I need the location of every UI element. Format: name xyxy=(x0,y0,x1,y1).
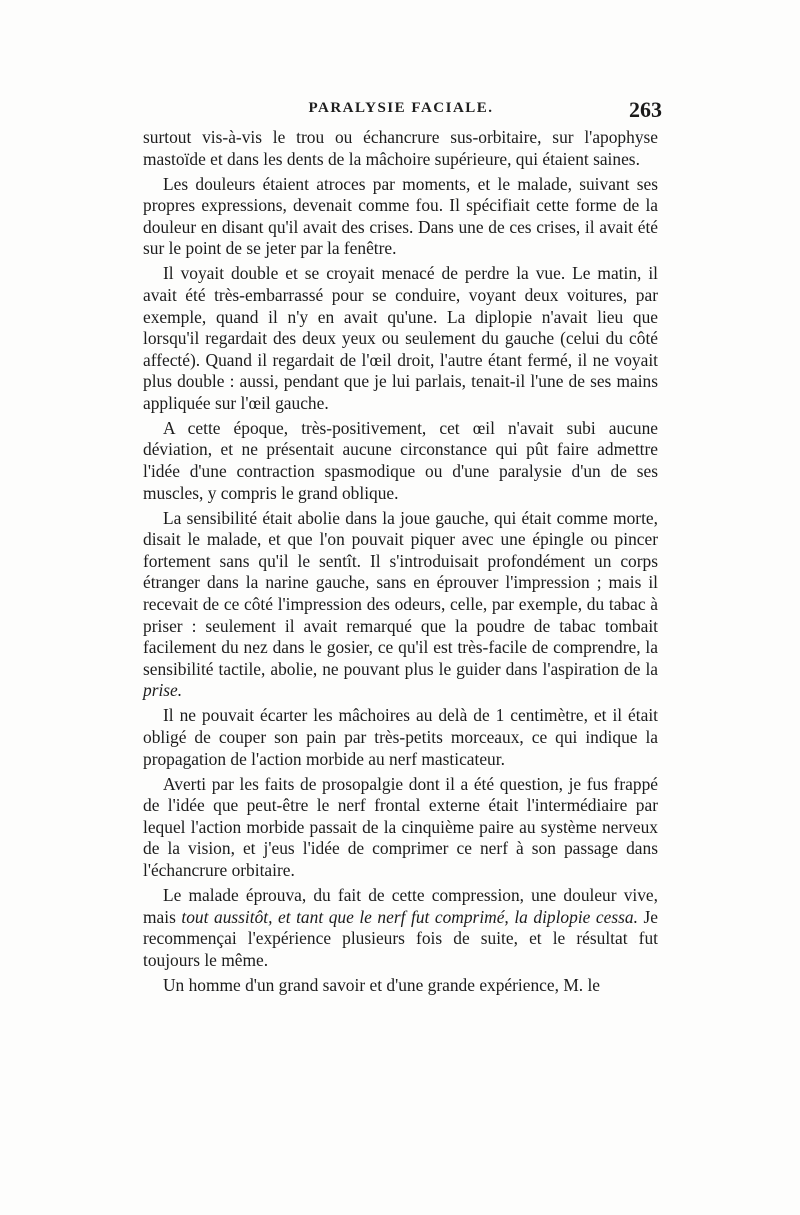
paragraph-text: surtout vis-à-vis le trou ou échancrure sus-orbitaire, sur l'apophyse mastoïde et dans les dents de la mâchoire supérieure, qui étaient saines. xyxy=(143,127,658,169)
paragraph-text: Les douleurs étaient atroces par moments, et le malade, suivant ses propres expressions, devenait comme fou. Il spécifiait cette forme de la douleur en disant qu'il avait des crises. Dans une de ces crises, il avait été sur le point de se jeter par la fenêtre. xyxy=(143,173,658,259)
text-body xyxy=(143,127,658,1000)
paragraph-compression xyxy=(143,885,658,971)
paragraph-continuation xyxy=(143,127,658,170)
italic-text: tout aussitôt, et tant que le nerf fut comprimé, la diplopie cessa. xyxy=(181,906,638,927)
paragraph-text: A cette époque, très-positivement, cet œil n'avait subi aucune déviation, et ne présentait aucune circonstance qui pût faire admettre l'idée d'une contraction spasmodique ou d'une paralysie d'un de ses muscles, y compris le grand oblique. xyxy=(143,417,658,503)
paragraph-epoque xyxy=(143,418,658,504)
page-header xyxy=(140,97,662,124)
running-title: PARALYSIE FACIALE. xyxy=(308,100,494,116)
paragraph-diplopie xyxy=(143,263,658,414)
paragraph-text: Un homme d'un grand savoir et d'une grande expérience, M. le xyxy=(163,974,601,995)
page-number: 263 xyxy=(629,97,662,122)
paragraph-homme xyxy=(143,975,658,997)
paragraph-text: Averti par les faits de prosopalgie dont il a été question, je fus frappé de l'idée que peut-être le nerf frontal externe était l'intermédiaire par lequel l'action morbide passait de la cinquième paire au système nerveux de la vision, et j'eus l'idée de comprimer ce nerf à son passage dans l'échancrure orbitaire. xyxy=(143,773,658,880)
paragraph-douleurs xyxy=(143,174,658,260)
paragraph-text: Il voyait double et se croyait menacé de perdre la vue. Le matin, il avait été très-embarrassé pour se conduire, voyant deux voitures, par exemple, quand il n'y en avait qu'une. La diplopie n'avait lieu que lorsqu'il regardait des deux yeux ou seulement du gauche (celui du côté affecté). Quand il regardait de l'œil droit, l'autre étant fermé, il ne voyait plus double : aussi, pendant que je lui parlais, tenait-il l'une de ses mains appliquée sur l'œil gauche. xyxy=(143,263,658,413)
italic-text: prise. xyxy=(143,680,183,701)
paragraph-sensibilite xyxy=(143,508,658,702)
paragraph-text: Le malade éprouva, du fait de cette compression, une douleur vive, mais xyxy=(143,884,658,927)
paragraph-machoires xyxy=(143,705,658,770)
paragraph-text: Il ne pouvait écarter les mâchoires au delà de 1 centimètre, et il était obligé de couper son pain par très-petits morceaux, ce qui indique la propagation de l'action morbide au nerf masticateur. xyxy=(143,705,658,769)
paragraph-tail: Je recommençai l'expérience plusieurs fois de suite, et le résultat fut toujours le même. xyxy=(143,906,658,970)
paragraph-averti xyxy=(143,774,658,882)
paragraph-text: La sensibilité était abolie dans la joue gauche, qui était comme morte, disait le malade, et que l'on pouvait piquer avec une épingle ou pincer fortement sans qu'il le sentît. Il s'introduisait profondément un corps étranger dans la narine gauche, sans en éprouver l'impression ; mais il recevait de ce côté l'impression des odeurs, celle, par exemple, du tabac à priser : seulement il avait remarqué que la poudre de tabac tombait facilement du nez dans le gosier, ce qu'il est très-facile de comprendre, la sensibilité tactile, abolie, ne pouvant plus le guider dans l'aspiration de la xyxy=(143,507,658,679)
